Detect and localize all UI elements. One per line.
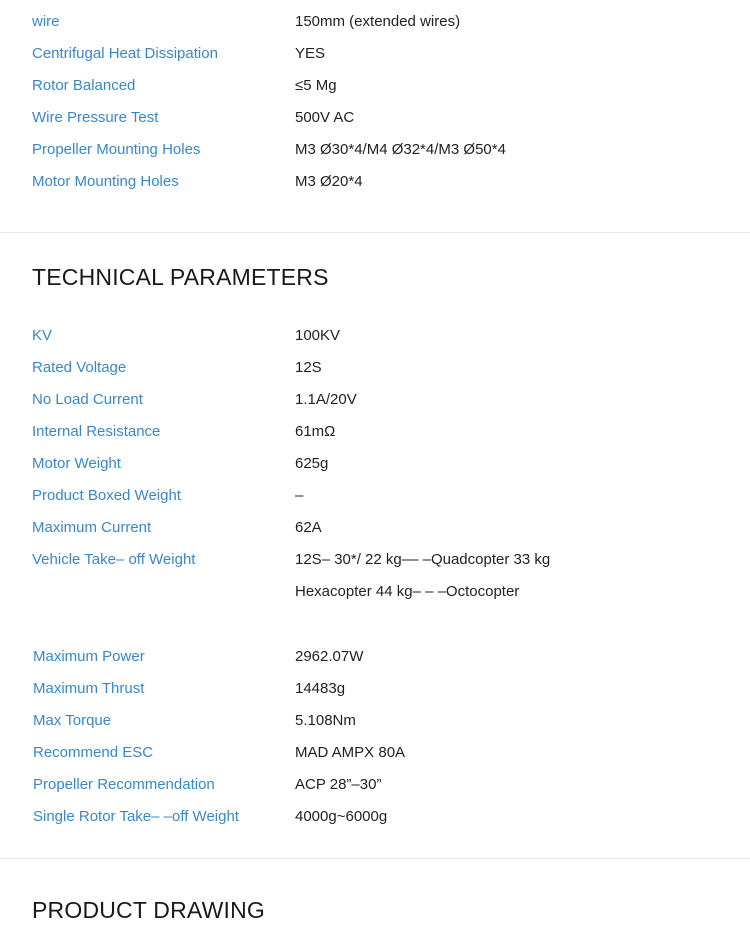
- param-label: Vehicle Take– off Weight: [32, 551, 196, 568]
- param-label: Motor Weight: [32, 455, 121, 472]
- param-label: Propeller Recommendation: [33, 776, 215, 793]
- spec-value: 150mm (extended wires): [295, 13, 461, 30]
- param-value: 625g: [295, 455, 329, 472]
- param-row-no-load-current: [0, 384, 750, 416]
- spec-value: M3 Ø30*4/M4 Ø32*4/M3 Ø50*4: [295, 141, 506, 158]
- param-label: Recommend ESC: [33, 744, 154, 761]
- spec-row-heat-dissipation: [0, 38, 750, 70]
- param-row-internal-resistance: [0, 416, 750, 448]
- param-value: 61mΩ: [295, 423, 336, 440]
- spec-row-wire: [0, 6, 750, 38]
- param-value: 100KV: [295, 327, 341, 344]
- section-divider: [0, 858, 750, 859]
- section-divider: [0, 232, 750, 233]
- param-label: Single Rotor Take– –off Weight: [33, 808, 239, 825]
- param-row-takeoff-continuation: [0, 576, 750, 608]
- section-title-drawing: PRODUCT DRAWING: [32, 897, 265, 923]
- spec-row-propeller-holes: [0, 134, 750, 166]
- param-value: Hexacopter 44 kg– – –Octocopter: [295, 583, 520, 600]
- param-row-single-rotor-takeoff: [0, 801, 750, 833]
- param-value: MAD AMPX 80A: [295, 744, 406, 761]
- param-row-max-torque: [0, 705, 750, 737]
- param-value: 2962.07W: [295, 648, 364, 665]
- param-row-boxed-weight: [0, 480, 750, 512]
- section-title-technical: TECHNICAL PARAMETERS: [32, 264, 329, 290]
- param-value: 1.1A/20V: [295, 391, 357, 408]
- param-row-takeoff-weight: [0, 544, 750, 576]
- param-value: 4000g~6000g: [295, 808, 388, 825]
- param-row-motor-weight: [0, 448, 750, 480]
- param-label: KV: [32, 327, 53, 344]
- param-label: No Load Current: [32, 391, 143, 408]
- param-row-rated-voltage: [0, 352, 750, 384]
- param-label: Product Boxed Weight: [32, 487, 181, 504]
- param-label: Internal Resistance: [32, 423, 161, 440]
- param-label: Maximum Current: [32, 519, 152, 536]
- spec-label: Motor Mounting Holes: [32, 173, 179, 190]
- spec-value: ≤5 Mg: [295, 77, 337, 94]
- param-value: 62A: [295, 519, 322, 536]
- param-row-maximum-current: [0, 512, 750, 544]
- spec-label: Wire Pressure Test: [32, 109, 159, 126]
- param-value: 14483g: [295, 680, 346, 697]
- param-row-recommend-esc: [0, 737, 750, 769]
- param-row-maximum-thrust: [0, 673, 750, 705]
- spec-row-rotor-balanced: [0, 70, 750, 102]
- spec-label: Centrifugal Heat Dissipation: [32, 45, 218, 62]
- param-value: ACP 28”–30”: [295, 776, 382, 793]
- param-label: Max Torque: [33, 712, 112, 729]
- spec-row-motor-holes: [0, 166, 750, 198]
- param-value: –: [295, 487, 304, 504]
- param-row-propeller-recommendation: [0, 769, 750, 801]
- spec-row-wire-pressure: [0, 102, 750, 134]
- param-value: 12S– 30*/ 22 kg–– –Quadcopter 33 kg: [295, 551, 551, 568]
- param-value: 12S: [295, 359, 322, 376]
- spec-label: wire: [32, 13, 60, 30]
- param-label: Maximum Thrust: [33, 680, 145, 697]
- param-row-kv: [0, 320, 750, 352]
- param-row-maximum-power: [0, 641, 750, 673]
- param-label: Maximum Power: [33, 648, 145, 665]
- spec-value: 500V AC: [295, 109, 355, 126]
- param-label: Rated Voltage: [32, 359, 127, 376]
- spec-label: Propeller Mounting Holes: [32, 141, 201, 158]
- param-value: 5.108Nm: [295, 712, 356, 729]
- spec-label: Rotor Balanced: [32, 77, 136, 94]
- spec-value: YES: [295, 45, 326, 62]
- spec-value: M3 Ø20*4: [295, 173, 363, 190]
